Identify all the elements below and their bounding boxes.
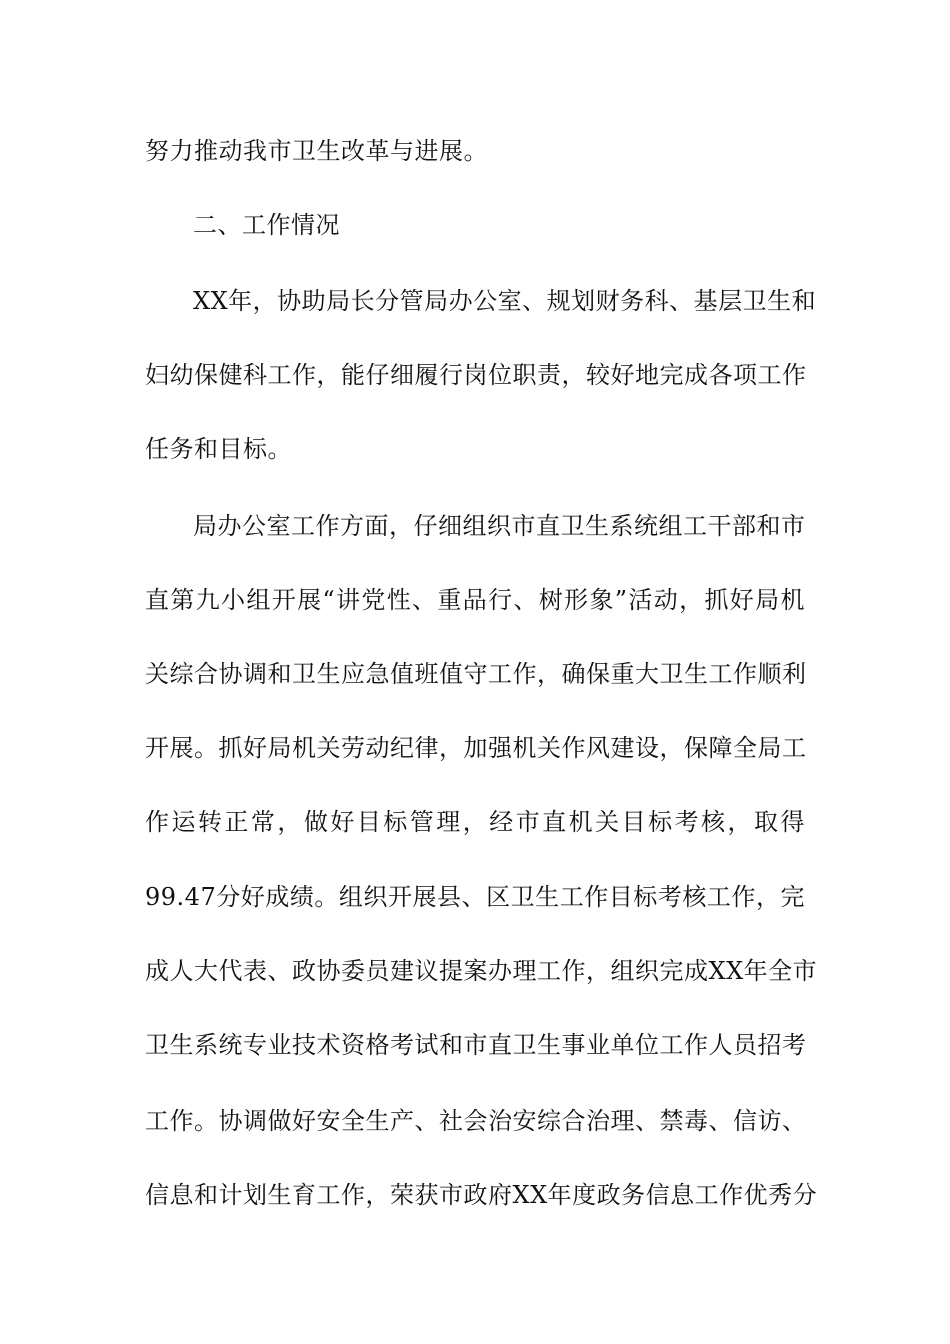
text-line-10: 作运转正常，做好目标管理，经市直机关目标考核，取得: [145, 808, 805, 836]
text-line-5: 任务和目标。: [145, 435, 292, 463]
text-line-4: 妇幼保健科工作，能仔细履行岗位职责，较好地完成各项工作: [145, 361, 807, 389]
text-line-11: 99.47分好成绩。组织开展县、区卫生工作目标考核工作，完: [145, 883, 805, 911]
section-heading: 二、工作情况: [193, 211, 340, 239]
text-line-3: XX年，协助局长分管局办公室、规划财务科、基层卫生和: [193, 287, 817, 315]
text-line-7: 直第九小组开展“讲党性、重品行、树形象”活动，抓好局机: [145, 586, 805, 614]
text-line-8: 关综合协调和卫生应急值班值守工作，确保重大卫生工作顺利: [145, 660, 807, 688]
text-line-13: 卫生系统专业技术资格考试和市直卫生事业单位工作人员招考: [145, 1031, 807, 1059]
text-line-14: 工作。协调做好安全生产、社会治安综合治理、禁毒、信访、: [145, 1107, 807, 1135]
text-line-12: 成人大代表、政协委员建议提案办理工作，组织完成XX年全市: [145, 957, 818, 985]
text-line-6: 局办公室工作方面，仔细组织市直卫生系统组工干部和市: [193, 512, 806, 540]
text-line-9: 开展。抓好局机关劳动纪律，加强机关作风建设，保障全局工: [145, 734, 807, 762]
text-line-1: 努力推动我市卫生改革与进展。: [145, 137, 488, 165]
text-line-15: 信息和计划生育工作，荣获市政府XX年度政务信息工作优秀分: [145, 1181, 818, 1209]
